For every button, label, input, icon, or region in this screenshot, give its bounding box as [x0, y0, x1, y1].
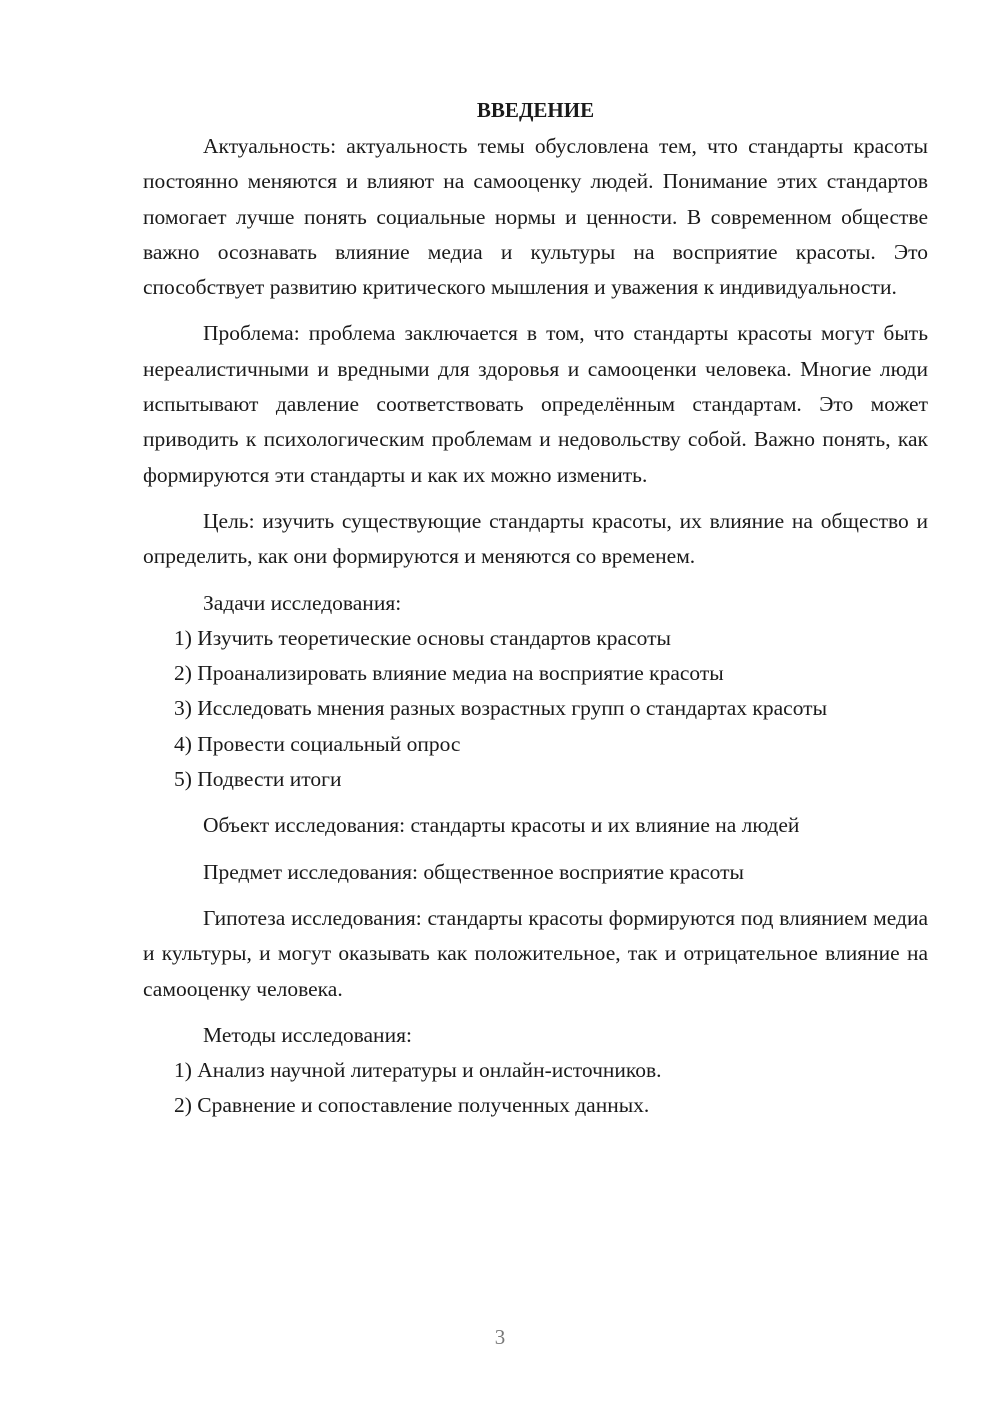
relevance-paragraph: Актуальность: актуальность темы обусловлена тем, что стандарты красоты постоянно меняются и влияют на самооценку людей. Понимание этих стандартов помогает лучше понять социальные нормы и ценности. В современном обществе важно осознавать влияние медиа и культуры на восприятие красоты. Это способствует развитию критического мышления и уважения к индивидуальности.	[143, 134, 928, 300]
tasks-heading: Задачи исследования:	[203, 590, 402, 615]
problem-paragraph: Проблема: проблема заключается в том, что стандарты красоты могут быть нереалистичными и вредными для здоровья и самооценки человека. Многие люди испытывают давление соответствовать определённым стандартам. Это может приводить к психологическим проблемам и недовольству собой. Важно понять, как формируются эти стандарты и как их можно изменить.	[143, 321, 928, 487]
subject-paragraph: Предмет исследования: общественное восприятие красоты	[203, 859, 744, 884]
methods-heading: Методы исследования:	[203, 1022, 412, 1047]
list-item: 1) Изучить теоретические основы стандартов красоты	[174, 625, 671, 650]
methods-list	[143, 1053, 928, 1124]
page-number: 3	[494, 1325, 506, 1349]
list-item: 3) Исследовать мнения разных возрастных групп о стандартах красоты	[174, 696, 828, 721]
list-item: 1) Анализ научной литературы и онлайн-источников.	[174, 1058, 662, 1083]
hypothesis-paragraph: Гипотеза исследования: стандарты красоты формируются под влиянием медиа и культуры, и могут оказывать как положительное, так и отрицательное влияние на самооценку человека.	[143, 905, 928, 1001]
object-paragraph: Объект исследования: стандарты красоты и их влияние на людей	[203, 813, 800, 838]
list-item: 4) Провести социальный опрос	[174, 731, 461, 756]
list-item: 2) Проанализировать влияние медиа на восприятие красоты	[174, 661, 724, 686]
tasks-list	[143, 621, 928, 797]
list-item: 5) Подвести итоги	[174, 767, 342, 792]
page-title: ВВЕДЕНИЕ	[476, 98, 595, 122]
goal-paragraph: Цель: изучить существующие стандарты красоты, их влияние на общество и определить, как они формируются и меняются со временем.	[143, 508, 928, 569]
document-body	[143, 92, 928, 1124]
list-item: 2) Сравнение и сопоставление полученных данных.	[174, 1093, 650, 1118]
